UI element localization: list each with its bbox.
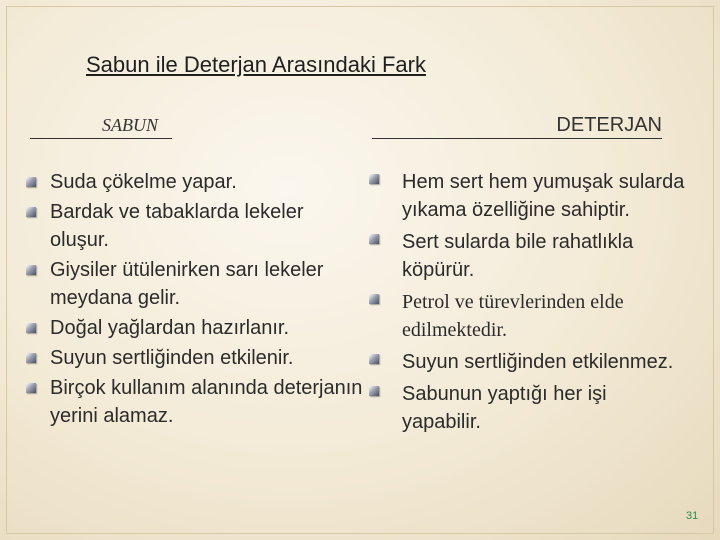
list-item-text: Doğal yağlardan hazırlanır. xyxy=(50,317,290,339)
sabun-header-label: SABUN xyxy=(102,115,158,135)
square-bullet-icon xyxy=(26,207,36,217)
list-item xyxy=(366,168,686,224)
deterjan-header-label: DETERJAN xyxy=(556,114,662,136)
list-item xyxy=(26,374,366,430)
list-item-text: Bardak ve tabaklarda lekeler oluşur. xyxy=(50,201,304,251)
square-bullet-icon xyxy=(369,386,379,396)
sabun-list xyxy=(26,168,366,432)
deterjan-list xyxy=(366,168,686,440)
list-item-text: Petrol ve türevlerinden elde edilmektedir. xyxy=(402,291,624,341)
sabun-column-header xyxy=(30,112,172,139)
deterjan-column-header xyxy=(372,112,662,139)
list-item-text: Hem sert hem yumuşak sularda yıkama özelliğine sahiptir. xyxy=(402,171,685,221)
list-item-text: Suyun sertliğinden etkilenir. xyxy=(50,347,294,369)
square-bullet-icon xyxy=(26,383,36,393)
list-item-text: Giysiler ütülenirken sarı lekeler meydana gelir. xyxy=(50,259,324,309)
list-item xyxy=(366,228,686,284)
list-item-text: Birçok kullanım alanında deterjanın yerini alamaz. xyxy=(50,377,363,427)
list-item-text: Sert sularda bile rahatlıkla köpürür. xyxy=(402,231,634,281)
slide-title: Sabun ile Deterjan Arasındaki Fark xyxy=(86,52,426,77)
list-item xyxy=(26,344,366,372)
list-item xyxy=(26,168,366,196)
page-number: 31 xyxy=(686,510,699,522)
list-item xyxy=(366,380,686,436)
list-item xyxy=(26,314,366,342)
list-item xyxy=(26,198,366,254)
list-item xyxy=(366,348,686,376)
square-bullet-icon xyxy=(369,354,379,364)
square-bullet-icon xyxy=(369,174,379,184)
list-item xyxy=(366,288,686,344)
list-item-text: Sabunun yaptığı her işi yapabilir. xyxy=(402,383,607,433)
square-bullet-icon xyxy=(26,353,36,363)
list-item xyxy=(26,256,366,312)
square-bullet-icon xyxy=(26,265,36,275)
square-bullet-icon xyxy=(369,294,379,304)
square-bullet-icon xyxy=(369,234,379,244)
square-bullet-icon xyxy=(26,323,36,333)
list-item-text: Suyun sertliğinden etkilenmez. xyxy=(402,351,674,373)
list-item-text: Suda çökelme yapar. xyxy=(50,171,237,193)
square-bullet-icon xyxy=(26,177,36,187)
